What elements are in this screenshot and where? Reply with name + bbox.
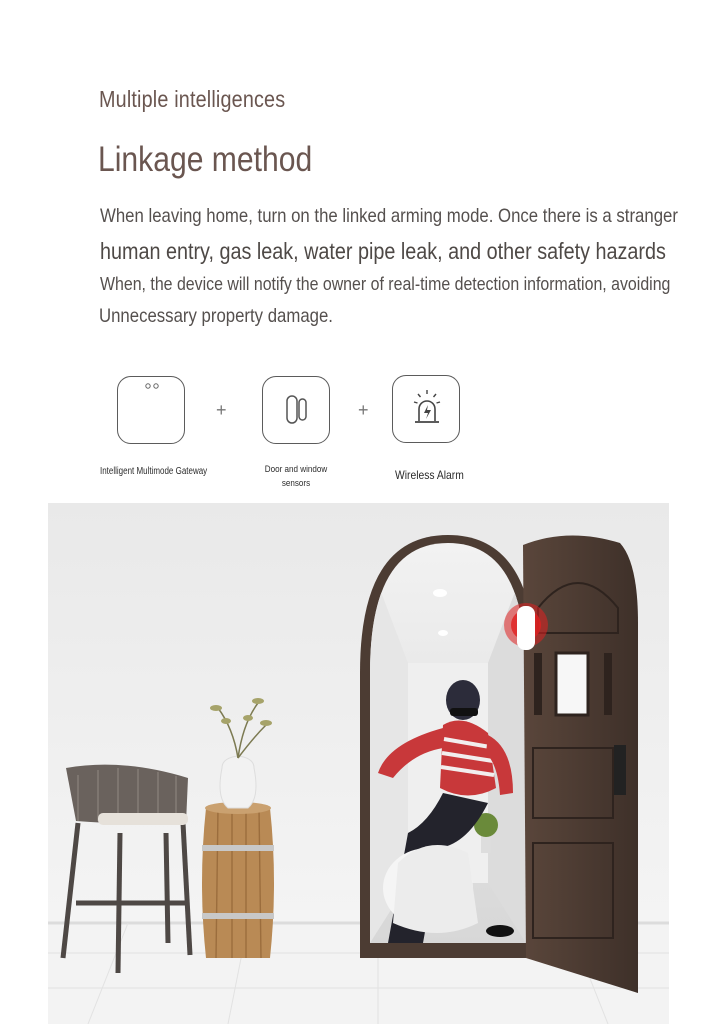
door-sensor-icon	[262, 376, 330, 444]
description-line-3: When, the device will notify the owner of real-time detection information, avoiding	[100, 273, 671, 294]
siren-alarm-icon	[392, 375, 460, 443]
plus-sign: +	[216, 400, 227, 420]
plus-sign: +	[358, 400, 369, 420]
intruder-scene-illustration	[48, 503, 669, 1024]
section-title: Linkage method	[98, 140, 313, 179]
description-line-1: When leaving home, turn on the linked arming mode. Once there is a stranger	[100, 205, 678, 227]
door-sensor-label: Door and window sensors	[264, 464, 328, 489]
description-line-4: Unnecessary property damage.	[99, 305, 333, 327]
gateway-icon	[117, 376, 185, 444]
gateway-label: Intelligent Multimode Gateway	[100, 466, 208, 477]
section-subtitle: Multiple intelligences	[99, 86, 286, 112]
description-line-2: human entry, gas leak, water pipe leak, and other safety hazards	[100, 238, 666, 264]
alarm-label: Wireless Alarm	[395, 468, 464, 482]
